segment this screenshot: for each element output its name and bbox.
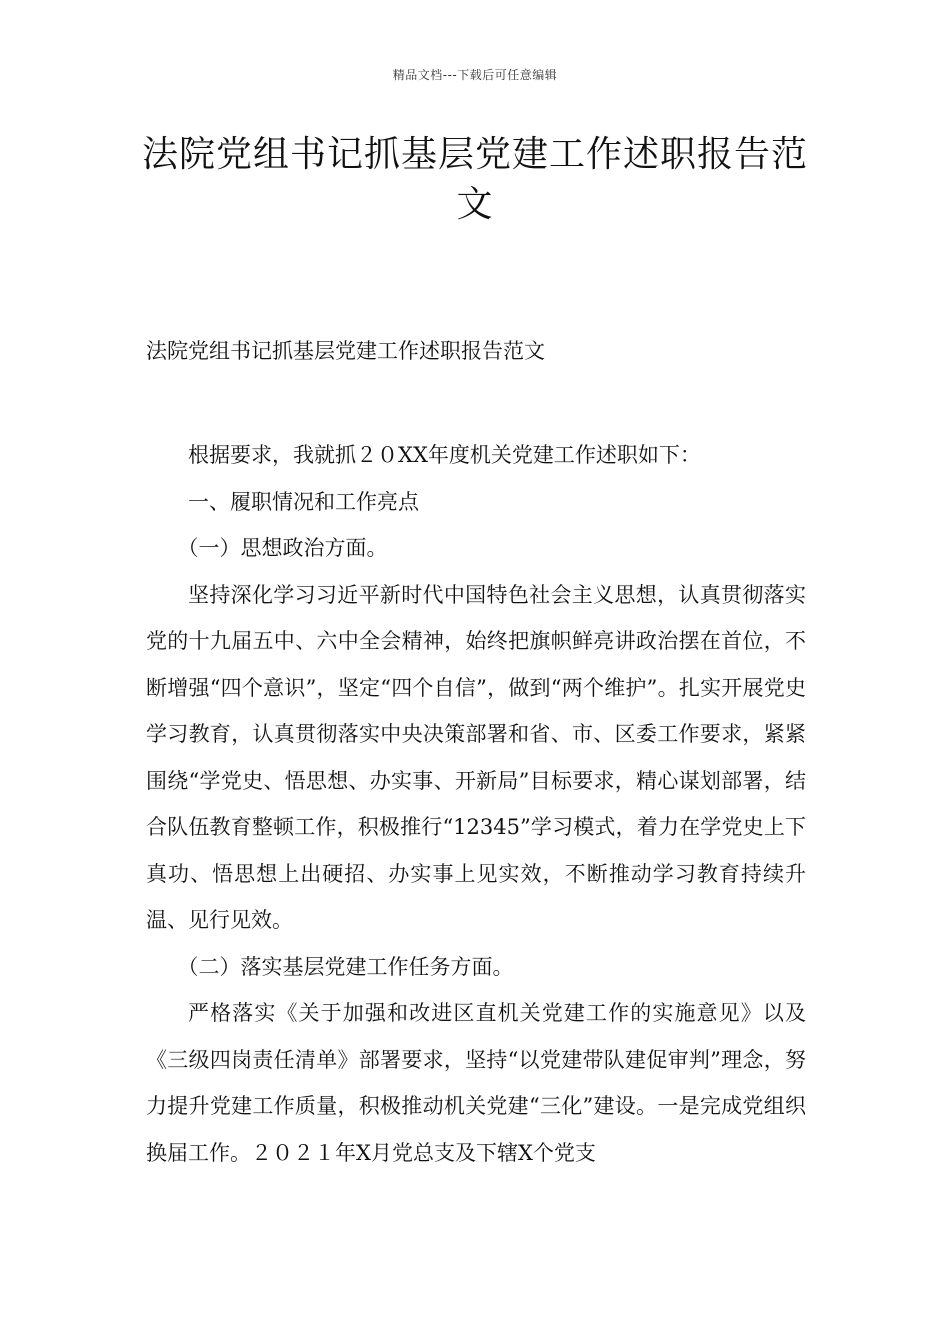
subsection-heading: （一）思想政治方面。 [177,536,388,560]
document-body [146,432,806,1176]
document-subtitle: 法院党组书记抓基层党建工作述职报告范文 [146,339,545,363]
document-title: 法院党组书记抓基层党建工作述职报告范文 [141,134,808,225]
paragraph-intro: 根据要求，我就抓２０XX年度机关党建工作述职如下： [188,443,701,467]
subsection-heading: （二）落实基层党建工作任务方面。 [177,954,514,979]
header-note: 精品文档---下载后可任意编辑 [392,68,558,82]
section-heading: 一、履职情况和工作亮点 [188,489,419,514]
paragraph-body: 坚持深化学习习近平新时代中国特色社会主义思想，认真贯彻落实党的十九届五中、六中全会精神，始终把旗帜鲜亮讲政治摆在首位，不断增强“四个意识”，坚定“四个自信”，做到“两个维护”。扎实开展党史学习教育，认真贯彻落实中央决策部署和省、市、区委工作要求，紧紧围绕“学党史、悟思想、办实事、开新局”目标要求，精心谋划部署，结合队伍教育整顿工作，积极推行“12345”学习模式，着力在学党史上下真功、悟思想上出硬招、办实事上见实效，不断推动学习教育持续升温、见行见效。 [146,582,806,932]
paragraph-body: 严格落实《关于加强和改进区直机关党建工作的实施意见》以及《三级四岗责任清单》部署要求，坚持“以党建带队建促审判”理念，努力提升党建工作质量，积极推动机关党建“三化”建设。一是完成党组织换届工作。２０２１年X月党总支及下辖X个党支 [146,1001,806,1165]
